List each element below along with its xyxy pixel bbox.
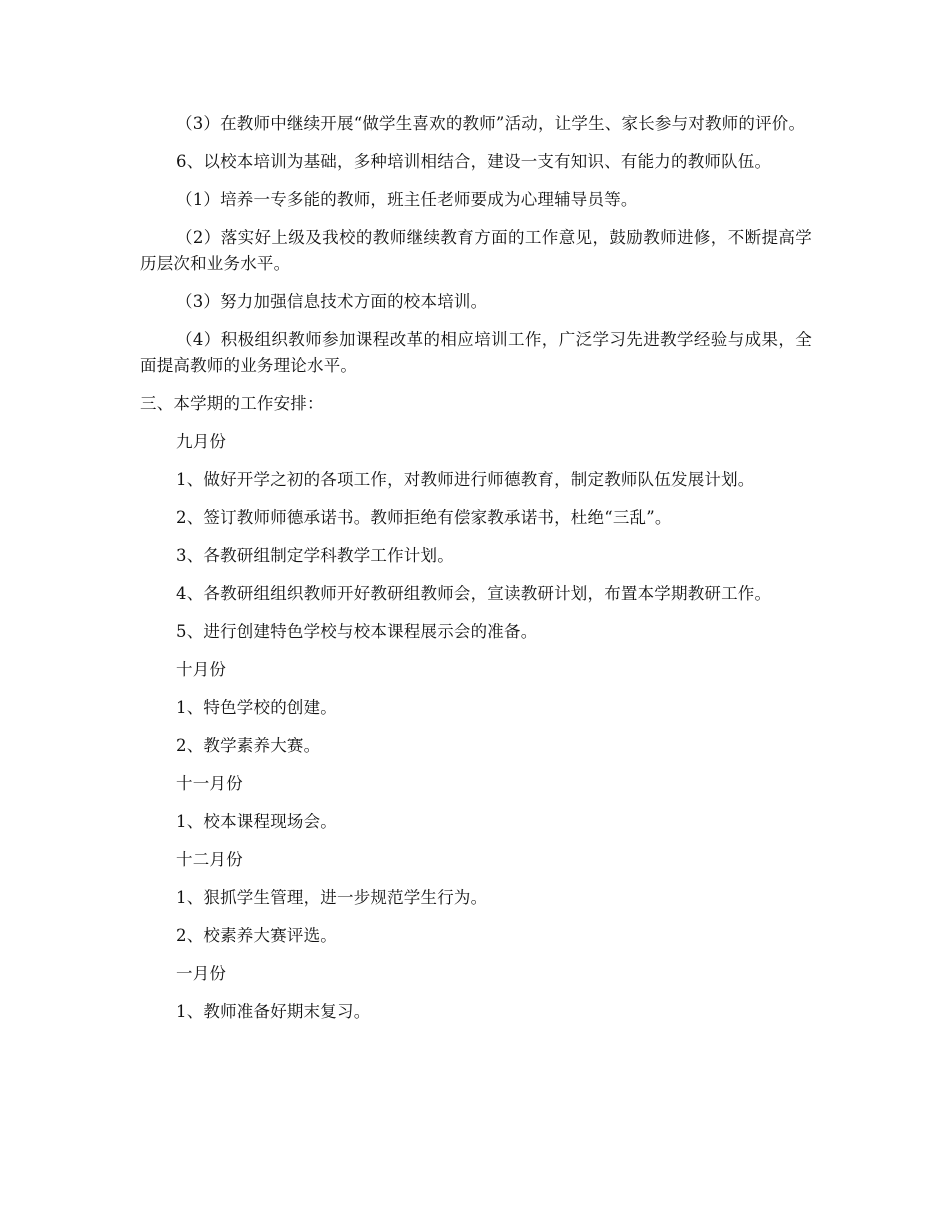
list-item: 2、教学素养大赛。 (176, 736, 321, 755)
list-item: 1、特色学校的创建。 (176, 698, 337, 717)
list-item: 1、校本课程现场会。 (176, 812, 337, 831)
month-heading: 十一月份 (176, 774, 243, 793)
paragraph: （3）在教师中继续开展“做学生喜欢的教师”活动，让学生、家长参与对教师的评价。 (176, 114, 806, 133)
document-page (140, 111, 812, 1037)
paragraph: 6、以校本培训为基础，多种培训相结合，建设一支有知识、有能力的教师队伍。 (176, 152, 772, 171)
month-heading: 十二月份 (176, 850, 243, 869)
list-item: 3、各教研组制定学科教学工作计划。 (176, 546, 454, 565)
paragraph: （4）积极组织教师参加课程改革的相应培训工作，广泛学习先进教学经验与成果，全面提高教师的业务理论水平。 (140, 330, 812, 375)
paragraph: （2）落实好上级及我校的教师继续教育方面的工作意见，鼓励教师进修，不断提高学历层次和业务水平。 (140, 228, 812, 273)
list-item: 2、签订教师师德承诺书。教师拒绝有偿家教承诺书，杜绝“三乱”。 (176, 508, 672, 527)
list-item: 4、各教研组组织教师开好教研组教师会，宣读教研计划，布置本学期教研工作。 (176, 584, 772, 603)
paragraph: （1）培养一专多能的教师，班主任老师要成为心理辅导员等。 (176, 190, 638, 209)
section-heading: 三、本学期的工作安排： (140, 394, 324, 413)
list-item: 5、进行创建特色学校与校本课程展示会的准备。 (176, 622, 538, 641)
month-heading: 十月份 (176, 660, 227, 679)
month-heading: 九月份 (176, 432, 227, 451)
month-heading: 一月份 (176, 964, 227, 983)
paragraph: （3）努力加强信息技术方面的校本培训。 (176, 292, 488, 311)
list-item: 1、狠抓学生管理，进一步规范学生行为。 (176, 888, 488, 907)
list-item: 1、教师准备好期末复习。 (176, 1002, 371, 1021)
list-item: 1、做好开学之初的各项工作，对教师进行师德教育，制定教师队伍发展计划。 (176, 470, 755, 489)
list-item: 2、校素养大赛评选。 (176, 926, 337, 945)
